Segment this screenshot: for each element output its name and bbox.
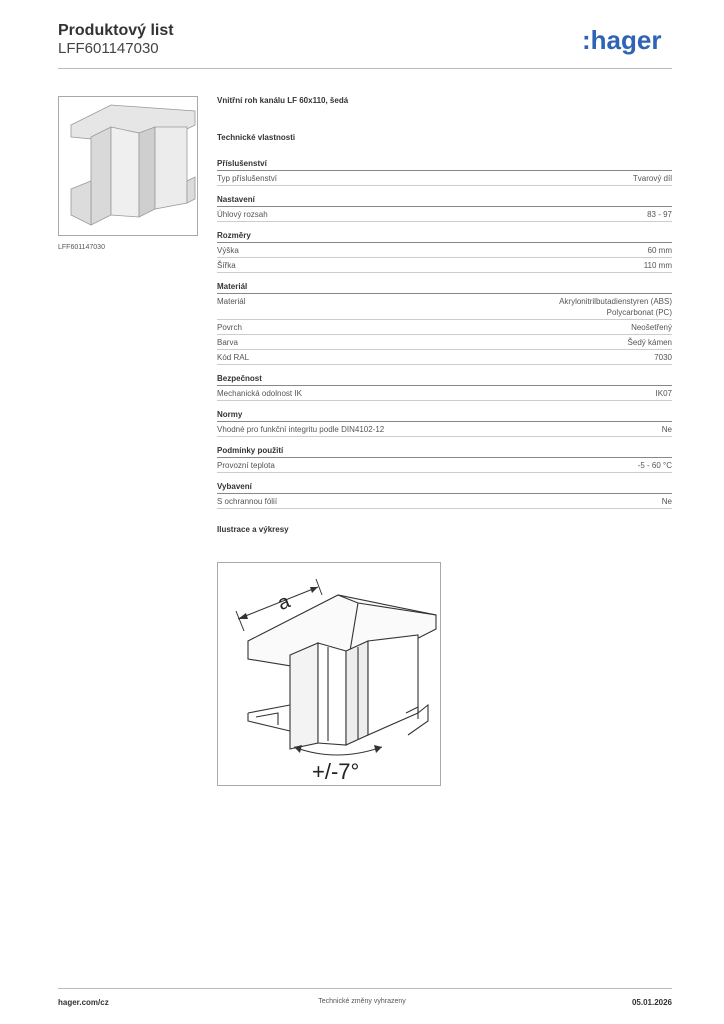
footer-divider: [58, 988, 672, 989]
spec-row: [217, 171, 672, 186]
spec-row: [217, 243, 672, 258]
spec-section: [217, 482, 672, 509]
spec-value: Ne: [661, 497, 672, 506]
page-title: Produktový list: [58, 22, 174, 39]
spec-value: IK07: [655, 389, 672, 398]
product-thumbnail: [58, 96, 198, 236]
spec-label: Barva: [217, 338, 238, 347]
spec-row: [217, 386, 672, 401]
spec-label: Provozní teplota: [217, 461, 275, 470]
spec-row: [217, 258, 672, 273]
spec-label: S ochrannou fólií: [217, 497, 278, 506]
section-title: Podmínky použití: [217, 446, 672, 458]
logo-text: :hager: [582, 26, 662, 55]
spec-label: Typ příslušenství: [217, 174, 278, 183]
spec-label: Materiál: [217, 297, 246, 306]
technical-title: Technické vlastnosti: [217, 133, 296, 142]
footer-date: 05.01.2026: [631, 998, 672, 1007]
product-code: LFF601147030: [58, 40, 159, 57]
spec-row: [217, 294, 672, 320]
spec-row: [217, 335, 672, 350]
spec-section: [217, 282, 672, 365]
spec-value: Akrylonitrilbutadienstyren (ABS) Polycarbonat (PC): [559, 297, 672, 317]
spec-value: 7030: [654, 353, 672, 362]
spec-label: Úhlový rozsah: [217, 210, 268, 219]
spec-value: Tvarový díl: [632, 174, 672, 183]
section-title: Rozměry: [217, 231, 672, 243]
spec-section: [217, 195, 672, 222]
hager-logo: [582, 26, 672, 56]
spec-label: Šířka: [217, 261, 236, 270]
spec-row: [217, 207, 672, 222]
spec-label: Mechanická odolnost IK: [217, 389, 302, 398]
spec-value: Neošetřený: [631, 323, 672, 332]
spec-row: [217, 458, 672, 473]
spec-sections: [217, 159, 672, 509]
spec-row: [217, 320, 672, 335]
spec-label: Povrch: [217, 323, 242, 332]
spec-row: [217, 494, 672, 509]
spec-value: 83 - 97: [647, 210, 672, 219]
spec-section: [217, 231, 672, 273]
section-title: Normy: [217, 410, 672, 422]
spec-value: Ne: [661, 425, 672, 434]
corner-drawing: [218, 563, 440, 785]
spec-value: -5 - 60 °C: [637, 461, 672, 470]
illustration-title: Ilustrace a výkresy: [217, 525, 289, 534]
header-divider: [58, 68, 672, 69]
spec-value: 60 mm: [647, 246, 672, 255]
section-title: Příslušenství: [217, 159, 672, 171]
corner-piece-image: [59, 97, 197, 235]
footer-note: Technické změny vyhrazeny: [318, 998, 406, 1005]
footer-website[interactable]: hager.com/cz: [58, 998, 109, 1007]
technical-content: [217, 96, 672, 534]
angle-label: +/-7°: [312, 759, 360, 784]
thumbnail-caption: LFF601147030: [58, 244, 105, 251]
spec-section: [217, 374, 672, 401]
dimension-label: a: [274, 590, 294, 616]
product-name: Vnitřní roh kanálu LF 60x110, šedá: [217, 96, 349, 105]
spec-value: 110 mm: [643, 261, 672, 270]
spec-row: [217, 350, 672, 365]
spec-row: [217, 422, 672, 437]
illustration-drawing: [217, 562, 441, 786]
section-title: Nastavení: [217, 195, 672, 207]
spec-label: Vhodné pro funkční integritu podle DIN4102-12: [217, 425, 385, 434]
spec-label: Výška: [217, 246, 239, 255]
spec-section: [217, 446, 672, 473]
spec-label: Kód RAL: [217, 353, 250, 362]
spec-section: [217, 410, 672, 437]
spec-value: Šedý kámen: [627, 338, 672, 347]
section-title: Vybavení: [217, 482, 672, 494]
section-title: Materiál: [217, 282, 672, 294]
spec-section: [217, 159, 672, 186]
section-title: Bezpečnost: [217, 374, 672, 386]
